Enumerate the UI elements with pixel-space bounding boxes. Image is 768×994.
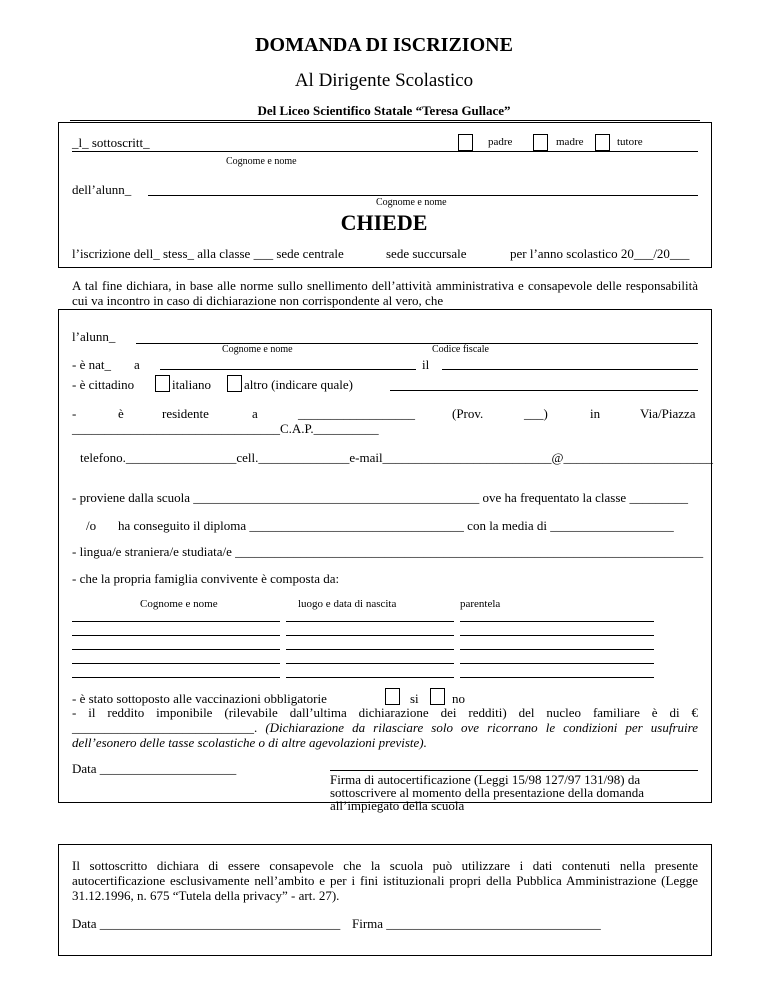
privacy-firma-line[interactable]: Firma _________________________________ bbox=[352, 916, 601, 931]
in-label: in bbox=[590, 406, 601, 421]
comune-residenza-line[interactable]: __________________ bbox=[298, 406, 415, 421]
col-parentela-header: parentela bbox=[460, 598, 501, 610]
residente-a: a bbox=[252, 406, 258, 421]
lingue-line[interactable]: - lingua/e straniera/e studiata/e ________________________________________________________________________ bbox=[72, 544, 704, 559]
madre-label: madre bbox=[556, 136, 584, 148]
tutore-checkbox[interactable] bbox=[595, 134, 610, 151]
il-label: il bbox=[422, 357, 430, 372]
reddito-blank[interactable]: ____________________________. bbox=[72, 720, 258, 735]
anno-scolastico-text: per l’anno scolastico 20___/20___ bbox=[510, 246, 690, 261]
famiglia-cell[interactable] bbox=[72, 635, 280, 636]
famiglia-cell[interactable] bbox=[286, 663, 454, 664]
alunno-name-line[interactable] bbox=[148, 195, 698, 196]
alunno2-label: l’alunn_ bbox=[72, 329, 116, 344]
codice-fiscale-caption: Codice fiscale bbox=[432, 344, 489, 355]
contatti-line[interactable]: telefono._________________cell.______________e-mail__________________________@_______________________ bbox=[80, 450, 714, 465]
famiglia-cell[interactable] bbox=[286, 677, 454, 678]
indirizzo-cap-line[interactable]: ________________________________C.A.P.__________ bbox=[72, 421, 379, 436]
italiano-checkbox[interactable] bbox=[155, 375, 170, 392]
genitore-name-line[interactable] bbox=[72, 151, 698, 152]
diploma-o-label: /o bbox=[86, 518, 97, 533]
italiano-label: italiano bbox=[172, 377, 211, 392]
padre-label: padre bbox=[488, 136, 513, 148]
chiede-heading: CHIEDE bbox=[340, 210, 428, 235]
vaccinazioni-label: - è stato sottoposto alle vaccinazioni obbligatorie bbox=[72, 691, 327, 706]
scuola-provenienza-line[interactable]: - proviene dalla scuola ____________________________________________ ove ha frequentato la classe _________ bbox=[72, 490, 688, 505]
col-luogo-header: luogo e data di nascita bbox=[298, 598, 397, 610]
alunno2-name-caption: Cognome e nome bbox=[222, 344, 293, 355]
famiglia-cell[interactable] bbox=[286, 621, 454, 622]
famiglia-cell[interactable] bbox=[72, 621, 280, 622]
diploma-line[interactable]: ha conseguito il diploma _________________________________ con la media di ___________________ bbox=[118, 518, 674, 533]
alunno-label: dell’alunn_ bbox=[72, 182, 132, 197]
via-piazza-label: Via/Piazza bbox=[640, 406, 696, 421]
privacy-text: Il sottoscritto dichiara di essere consapevole che la scuola può utilizzare i dati contenuti nella presente autocertificazione esclusivamente nell’ambito e per i fini istituzionali propri della Pubblica Amministrazione (Legge 31.12.1996, n. 675 “Tutela della privacy” - art. 27). bbox=[72, 858, 698, 903]
firma-note: Firma di autocertificazione (Leggi 15/98 127/97 131/98) da sottoscrivere al momento della presentazione della domanda all’impiegato della scuola bbox=[330, 772, 645, 813]
page-title: DOMANDA DI ISCRIZIONE bbox=[255, 34, 513, 56]
famiglia-cell[interactable] bbox=[460, 677, 654, 678]
famiglia-cell[interactable] bbox=[460, 663, 654, 664]
page-subtitle: Al Dirigente Scolastico bbox=[294, 70, 474, 91]
reddito-note bbox=[72, 720, 698, 750]
altro-checkbox[interactable] bbox=[227, 375, 242, 392]
residente-e: è bbox=[118, 406, 124, 421]
famiglia-cell[interactable] bbox=[72, 649, 280, 650]
famiglia-cell[interactable] bbox=[460, 649, 654, 650]
famiglia-cell[interactable] bbox=[460, 635, 654, 636]
reddito-text: - il reddito imponibile (rilevabile dall’ultima dichiarazione dei redditi) del nucleo familiare è di € bbox=[72, 705, 698, 720]
header-underline bbox=[70, 120, 700, 121]
famiglia-cell[interactable] bbox=[72, 663, 280, 664]
vaccinazioni-si-label: si bbox=[410, 691, 419, 706]
residente-label: residente bbox=[162, 406, 209, 421]
altro-line[interactable] bbox=[390, 390, 698, 391]
vaccinazioni-no-label: no bbox=[452, 691, 465, 706]
famiglia-cell[interactable] bbox=[460, 621, 654, 622]
intro-paragraph: A tal fine dichiara, in base alle norme sullo snellimento dell’attività amministrativa e consapevole delle responsabilità cui va incontro in caso di dichiarazione non corrispondente al vero, che bbox=[72, 278, 698, 308]
famiglia-cell[interactable] bbox=[286, 649, 454, 650]
data-line[interactable]: Data _____________________ bbox=[72, 761, 237, 776]
residente-dash: - bbox=[72, 406, 77, 421]
sede-succursale-label: sede succursale bbox=[386, 246, 467, 261]
cittadino-label: - è cittadino bbox=[72, 377, 135, 392]
sottoscritto-label: _l_ sottoscritt_ bbox=[72, 135, 150, 150]
vaccinazioni-si-checkbox[interactable] bbox=[385, 688, 400, 705]
alunno2-name-line[interactable] bbox=[136, 343, 698, 344]
famiglia-label: - che la propria famiglia convivente è composta da: bbox=[72, 571, 340, 586]
school-name: Del Liceo Scientifico Statale “Teresa Gullace” bbox=[257, 103, 511, 118]
padre-checkbox[interactable] bbox=[458, 134, 473, 151]
prov-label: (Prov. bbox=[452, 406, 484, 421]
alunno-name-caption: Cognome e nome bbox=[376, 197, 447, 208]
famiglia-cell[interactable] bbox=[72, 677, 280, 678]
prov-line[interactable]: ___) bbox=[524, 406, 548, 421]
vaccinazioni-no-checkbox[interactable] bbox=[430, 688, 445, 705]
col-cognome-header: Cognome e nome bbox=[140, 598, 218, 610]
madre-checkbox[interactable] bbox=[533, 134, 548, 151]
privacy-data-line[interactable]: Data _____________________________________ bbox=[72, 916, 341, 931]
genitore-name-caption: Cognome e nome bbox=[226, 156, 297, 167]
nato-a-label: a bbox=[134, 357, 140, 372]
firma-line[interactable] bbox=[330, 770, 698, 771]
luogo-nascita-line[interactable] bbox=[160, 369, 416, 370]
nato-label: - è nat_ bbox=[72, 357, 111, 372]
reddito-note-text: (Dichiarazione da rilasciare solo ove ricorrano le condizioni per usufruire dell’esonero delle tasse scolastiche o di altre agevolazioni previste). bbox=[72, 720, 698, 750]
tutore-label: tutore bbox=[617, 136, 643, 148]
data-nascita-line[interactable] bbox=[442, 369, 698, 370]
iscrizione-text: l’iscrizione dell_ stess_ alla classe ___ sede centrale bbox=[72, 246, 344, 261]
altro-label: altro (indicare quale) bbox=[244, 377, 353, 392]
famiglia-cell[interactable] bbox=[286, 635, 454, 636]
